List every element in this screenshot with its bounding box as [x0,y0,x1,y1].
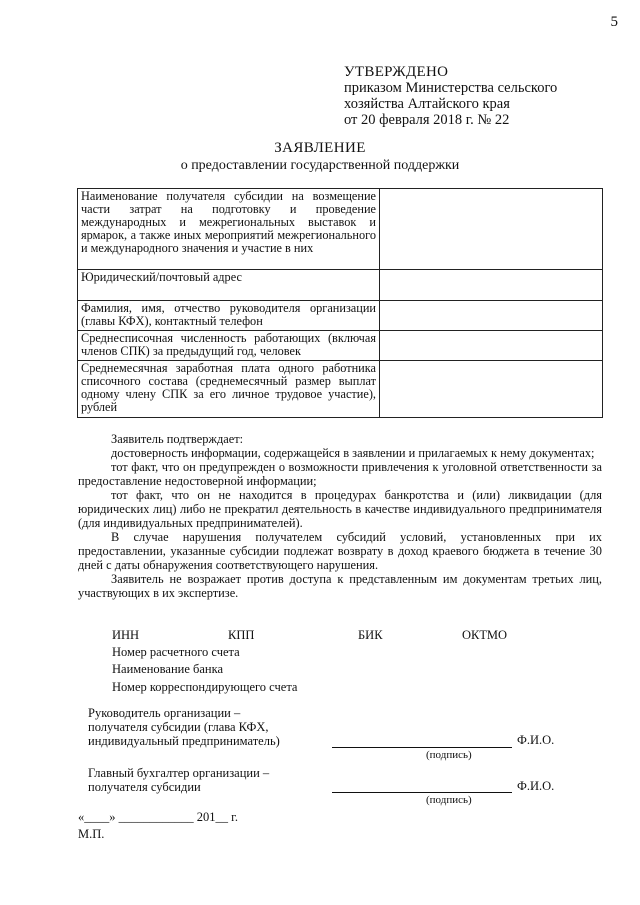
accountant-fio-label: Ф.И.О. [517,779,555,793]
document-title: ЗАЯВЛЕНИЕ [274,140,366,156]
row-value-headcount[interactable] [380,331,603,361]
approval-line-3: от 20 февраля 2018 г. № 22 [344,112,510,128]
inn-label: ИНН [112,628,140,642]
accountant-label-line-1: Главный бухгалтер организации – [88,766,270,780]
head-label-line-2: получателя субсидии (глава КФХ, [88,720,269,734]
head-signature-label [88,706,280,748]
declaration-text [78,432,602,600]
approval-block [344,64,557,128]
table-row [78,301,603,331]
row-label-head-name: Фамилия, имя, отчество руководителя организации (главы КФХ), контактный телефон [78,301,380,331]
row-label-headcount: Среднесписочная численность работающих (включая членов СПК) за предыдущий год, человек [78,331,380,361]
row-label-recipient: Наименование получателя субсидии на возмещение части затрат на подготовку и проведение международных и межрегиональных выставок и ярмарок, а также иных мероприятий межрегионального и международного значения и участие в них [78,189,380,270]
head-fio-label: Ф.И.О. [517,733,555,747]
head-label-line-3: индивидуальный предприниматель) [88,734,280,748]
account-label: Номер расчетного счета [112,645,240,659]
applicant-info-table [77,188,603,418]
corr-account-label: Номер корреспондирующего счета [112,680,298,694]
accountant-label-line-2: получателя субсидии [88,780,201,794]
row-label-salary: Среднемесячная заработная плата одного работника списочного состава (среднемесячный размер выплат одному члену СПК за его личное трудовое участие), рублей [78,361,380,418]
declaration-refund: В случае нарушения получателем субсидий условий, установленных при их предоставлении, указанные субсидии подлежат возврату в доход краевого бюджета в течение 30 дней с даты обнаружения соответствующего нарушения. [78,530,602,572]
head-signature-hint: (подпись) [426,749,472,761]
oktmo-label: ОКТМО [462,628,507,642]
declaration-access: Заявитель не возражает против доступа к представленным им документам третьих лиц, участвующих в их экспертизе. [78,572,602,600]
head-signature-line[interactable] [332,747,512,748]
stamp-label: М.П. [78,827,105,841]
table-row [78,189,603,270]
table-row [78,361,603,418]
accountant-signature-label [88,766,269,794]
row-value-address[interactable] [380,270,603,301]
table-row [78,331,603,361]
declaration-accuracy: достоверность информации, содержащейся в заявлении и прилагаемых к нему документах; [111,446,595,460]
row-value-salary[interactable] [380,361,603,418]
date-line[interactable]: «____» ____________ 201__ г. [78,810,238,824]
page-number: 5 [610,14,618,30]
declaration-liability: тот факт, что он предупрежден о возможности привлечения к уголовной ответственности за предоставление недостоверной информации; [78,460,602,488]
declaration-intro: Заявитель подтверждает: [111,432,244,446]
approval-line-1: приказом Министерства сельского [344,80,558,96]
approval-line-2: хозяйства Алтайского края [344,96,510,112]
bank-label: Наименование банка [112,662,224,676]
head-label-line-1: Руководитель организации – [88,706,241,720]
kpp-label: КПП [228,628,255,642]
row-label-address: Юридический/почтовый адрес [78,270,380,301]
table-row [78,270,603,301]
document-subtitle: о предоставлении государственной поддержки [180,158,460,173]
approval-heading: УТВЕРЖДЕНО [344,64,449,80]
row-value-head-name[interactable] [380,301,603,331]
declaration-bankruptcy: тот факт, что он не находится в процедурах банкротства и (или) ликвидации (для юридических лиц) либо не прекратил деятельность в качестве индивидуального предпринимателя (для индивидуальных предпринимателей). [78,488,602,530]
accountant-signature-hint: (подпись) [426,794,472,806]
accountant-signature-line[interactable] [332,792,512,793]
bik-label: БИК [358,628,383,642]
row-value-recipient[interactable] [380,189,603,270]
